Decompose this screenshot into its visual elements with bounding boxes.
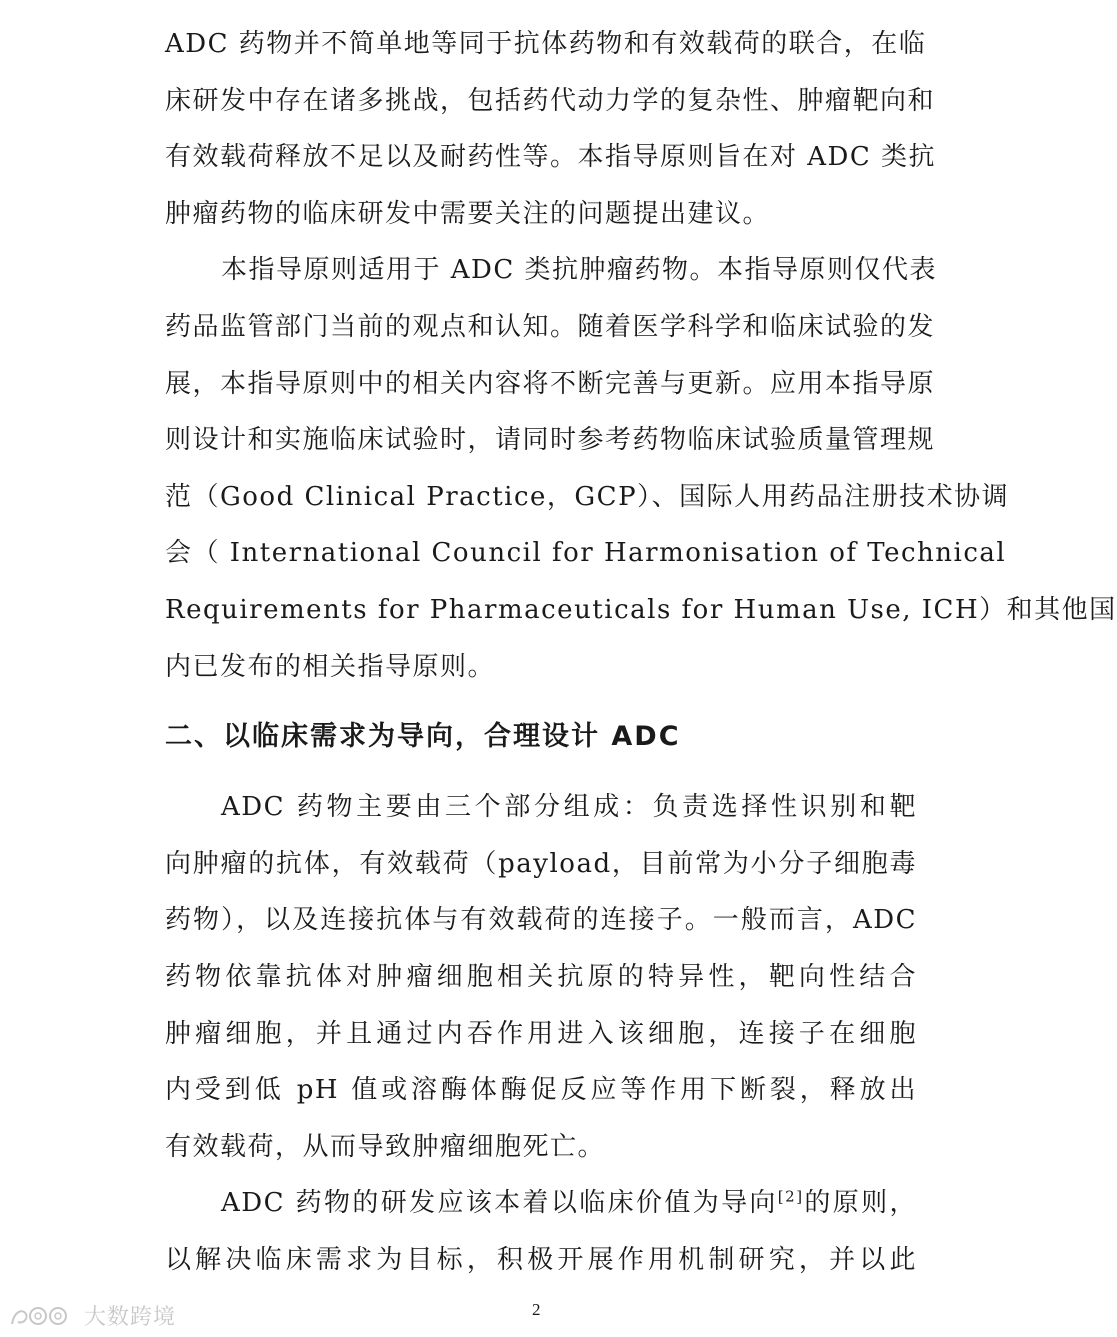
- text-line: 肿瘤细胞，并且通过内吞作用进入该细胞，连接子在细胞: [165, 1018, 917, 1049]
- text-line: ADC 药物并不简单地等同于抗体药物和有效载荷的联合，在临: [165, 29, 927, 59]
- paragraph-adc-components: [165, 779, 917, 1175]
- text-line: 有效载荷，从而导致肿瘤细胞死亡。: [165, 1131, 606, 1162]
- citation-reference: [2]: [777, 1187, 804, 1206]
- text-line: 有效载荷释放不足以及耐药性等。本指导原则旨在对 ADC 类抗: [165, 142, 937, 173]
- brand-logo-icon: [8, 1302, 78, 1330]
- text-segment: ADC 药物的研发应该本着以临床价值为导向: [221, 1188, 778, 1219]
- text-line: 药品监管部门当前的观点和认知。随着医学科学和临床试验的发: [165, 311, 936, 342]
- text-line: 肿瘤药物的临床研发中需要关注的问题提出建议。: [165, 198, 771, 229]
- text-line: 内已发布的相关指导原则。: [165, 651, 496, 682]
- paragraph-adc-challenges: [165, 16, 937, 242]
- text-line: 向肿瘤的抗体，有效载荷（payload，目前常为小分子细胞毒: [165, 848, 917, 879]
- paragraph-clinical-value: [165, 1175, 917, 1288]
- page-number: 2: [532, 1300, 541, 1319]
- section-heading: 二、以临床需求为导向，合理设计 ADC: [165, 721, 681, 753]
- document-page: [165, 16, 1117, 1288]
- text-line: 以解决临床需求为目标，积极开展作用机制研究，并以此: [165, 1244, 917, 1275]
- text-line: 范（Good Clinical Practice，GCP）、国际人用药品注册技术协调: [165, 481, 1010, 512]
- text-line: 内受到低 pH 值或溶酶体酶促反应等作用下断裂，释放出: [165, 1075, 917, 1106]
- text-line: 药物），以及连接抗体与有效载荷的连接子。一般而言，ADC: [165, 905, 917, 936]
- text-line: 会（ International Council for Harmonisation of Technical: [165, 538, 1007, 569]
- text-line: 本指导原则适用于 ADC 类抗肿瘤药物。本指导原则仅代表: [221, 255, 938, 286]
- text-line: 床研发中存在诸多挑战，包括药代动力学的复杂性、肿瘤靶向和: [165, 85, 936, 116]
- text-line: [165, 1175, 917, 1232]
- text-line: 展，本指导原则中的相关内容将不断完善与更新。应用本指导原: [165, 368, 936, 399]
- text-line: ADC 药物主要由三个部分组成：负责选择性识别和靶: [221, 792, 917, 823]
- text-line: 药物依靠抗体对肿瘤细胞相关抗原的特异性，靶向性结合: [165, 961, 917, 992]
- text-line: 则设计和实施临床试验时，请同时参考药物临床试验质量管理规: [165, 425, 936, 456]
- watermark-text: 大数跨境: [84, 1305, 177, 1330]
- text-line: Requirements for Pharmaceuticals for Human Use, ICH）和其他国: [165, 594, 1117, 625]
- watermark: [8, 1300, 176, 1331]
- paragraph-scope: [165, 242, 1117, 695]
- text-segment: 的原则，: [803, 1188, 917, 1219]
